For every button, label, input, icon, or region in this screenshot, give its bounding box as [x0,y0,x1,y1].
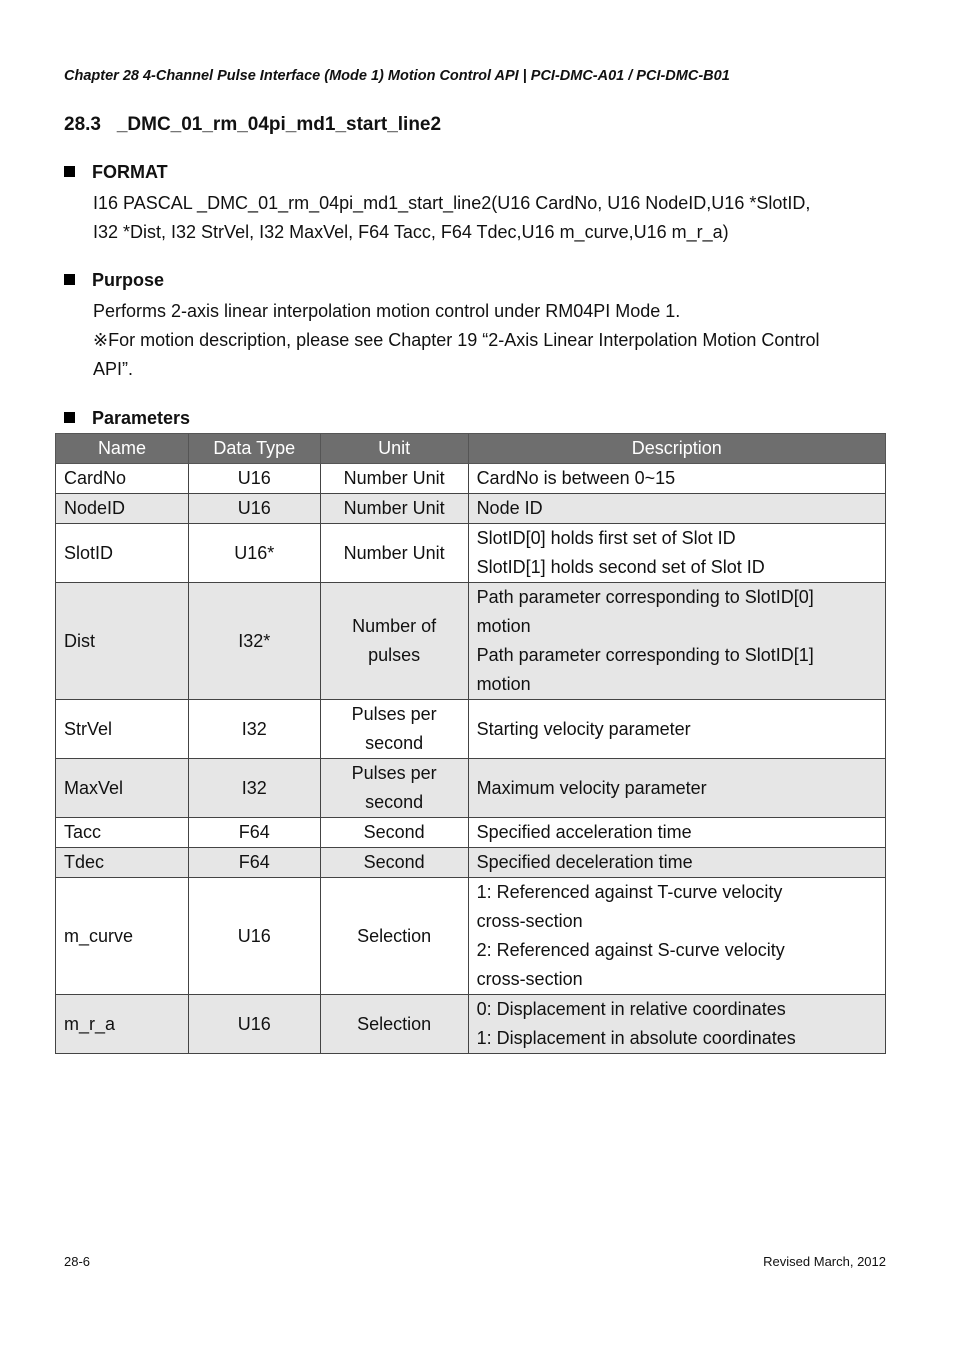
description-line: Specified acceleration time [476,822,692,842]
description-line: cross-section [476,969,583,989]
param-name: MaxVel [56,759,189,818]
param-unit [320,700,468,759]
param-type: U16 [188,464,320,494]
unit-line: Pulses per [351,763,437,783]
purpose-heading [64,270,164,291]
param-type: U16* [188,524,320,583]
table-row [56,464,886,494]
description-line: CardNo is between 0~15 [476,468,676,488]
column-header-unit: Unit [320,434,468,464]
param-name: CardNo [56,464,189,494]
square-bullet-icon [64,412,75,423]
table-row [56,494,886,524]
section-title [64,114,441,136]
unit-line: Number Unit [343,498,445,518]
unit-line: Second [363,852,425,872]
param-type: U16 [188,995,320,1054]
description-line: 0: Displacement in relative coordinates [476,999,786,1019]
param-description [468,759,885,818]
description-line: motion [476,674,531,694]
table-header-row [56,434,886,464]
format-heading-label: FORMAT [92,162,168,182]
param-description [468,995,885,1054]
format-signature [93,189,883,247]
table-row [56,818,886,848]
column-header-name: Name [56,434,189,464]
description-line: SlotID[0] holds first set of Slot ID [476,528,736,548]
param-unit [320,818,468,848]
param-unit [320,524,468,583]
section-function-name: _DMC_01_rm_04pi_md1_start_line2 [116,114,442,135]
description-line: Specified deceleration time [476,852,693,872]
table-row [56,878,886,995]
param-type: F64 [188,818,320,848]
page-number: 28-6 [64,1254,91,1269]
param-name: Tdec [56,848,189,878]
description-line: Starting velocity parameter [476,718,691,739]
chapter-header: Chapter 28 4-Channel Pulse Interface (Mode 1) Motion Control API | PCI-DMC-A01 / PCI-DMC-B01 [64,68,730,84]
table-row [56,583,886,700]
purpose-line: ※For motion description, please see Chapter 19 “2-Axis Linear Interpolation Motion Control [93,330,820,350]
param-type: I32 [188,759,320,818]
unit-line: Number Unit [343,468,445,488]
table-row [56,995,886,1054]
param-unit [320,494,468,524]
param-unit [320,759,468,818]
parameters-heading [64,408,190,429]
param-unit [320,583,468,700]
description-line: 2: Referenced against S-curve velocity [476,940,785,960]
format-line: I16 PASCAL _DMC_01_rm_04pi_md1_start_line2(U16 CardNo, U16 NodeID,U16 *SlotID, [93,193,811,213]
param-unit [320,995,468,1054]
param-name: Dist [56,583,189,700]
description-line: Path parameter corresponding to SlotID[1] [476,645,814,665]
unit-line: Number of [352,616,437,636]
param-name: Tacc [56,818,189,848]
unit-line: Number Unit [343,542,445,563]
param-type: I32* [188,583,320,700]
column-header-description: Description [468,434,885,464]
parameters-table [55,433,886,1054]
unit-line: pulses [368,645,421,665]
param-type: F64 [188,848,320,878]
description-line: motion [476,616,531,636]
param-description [468,878,885,995]
description-line: cross-section [476,911,583,931]
revision-date: Revised March, 2012 [763,1254,886,1269]
param-name: m_curve [56,878,189,995]
param-unit [320,878,468,995]
description-line: Node ID [476,498,543,518]
param-name: m_r_a [56,995,189,1054]
param-description [468,818,885,848]
purpose-heading-label: Purpose [92,270,165,290]
unit-line: second [365,792,424,812]
description-line: SlotID[1] holds second set of Slot ID [476,557,765,577]
param-name: SlotID [56,524,189,583]
param-name: NodeID [56,494,189,524]
purpose-line: Performs 2-axis linear interpolation motion control under RM04PI Mode 1. [93,301,681,321]
param-description [468,848,885,878]
param-description [468,494,885,524]
table-row [56,848,886,878]
param-unit [320,464,468,494]
square-bullet-icon [64,166,75,177]
unit-line: Selection [357,1013,432,1034]
format-line: I32 *Dist, I32 StrVel, I32 MaxVel, F64 Tacc, F64 Tdec,U16 m_curve,U16 m_r_a) [93,222,729,242]
purpose-line: API”. [93,359,134,379]
param-unit [320,848,468,878]
format-heading [64,162,168,183]
table-row [56,524,886,583]
param-type: U16 [188,878,320,995]
description-line: 1: Referenced against T-curve velocity [476,882,783,902]
unit-line: Selection [357,925,432,946]
description-line: 1: Displacement in absolute coordinates [476,1028,796,1048]
param-description [468,583,885,700]
param-description [468,524,885,583]
square-bullet-icon [64,274,75,285]
param-type: U16 [188,494,320,524]
column-header-data-type: Data Type [188,434,320,464]
table-row [56,759,886,818]
unit-line: Pulses per [351,704,437,724]
table-row [56,700,886,759]
param-description [468,464,885,494]
parameters-heading-label: Parameters [92,408,191,428]
section-number: 28.3 [64,114,101,135]
param-description [468,700,885,759]
description-line: Maximum velocity parameter [476,777,707,798]
param-type: I32 [188,700,320,759]
param-name: StrVel [56,700,189,759]
purpose-text [93,297,883,384]
unit-line: second [365,733,424,753]
description-line: Path parameter corresponding to SlotID[0] [476,587,814,607]
unit-line: Second [363,822,425,842]
